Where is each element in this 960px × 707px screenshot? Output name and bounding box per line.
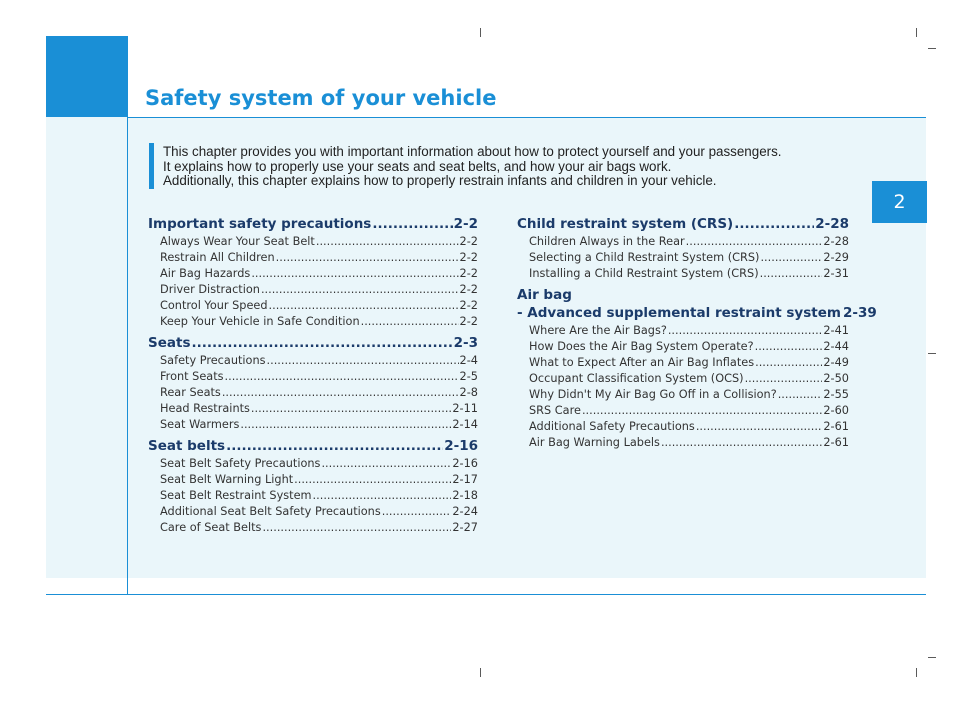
toc-entry-label: Air Bag Hazards: [160, 267, 251, 280]
toc-page-number: 2-44: [823, 340, 849, 353]
toc-entry[interactable]: [160, 417, 478, 433]
toc-entry-label: Installing a Child Restraint System (CRS): [529, 267, 759, 280]
toc-page-number: 2-16: [452, 457, 478, 470]
toc-page-number: 2-61: [823, 436, 849, 449]
toc-page-number: 2-49: [823, 356, 849, 369]
chapter-intro: [163, 145, 863, 189]
toc-entry[interactable]: [160, 353, 478, 369]
crop-mark: [928, 657, 936, 658]
toc-heading-label: Child restraint system (CRS): [517, 216, 734, 232]
leader-dots: [261, 282, 459, 298]
crop-mark: [928, 48, 936, 49]
leader-dots: [321, 456, 451, 472]
margin-rule-vertical: [127, 117, 128, 595]
toc-page-number: 2-2: [459, 251, 478, 264]
toc-entry[interactable]: [160, 401, 478, 417]
toc-entry-label: Where Are the Air Bags?: [529, 324, 667, 337]
toc-page-number: 2-24: [452, 505, 478, 518]
intro-line: It explains how to properly use your seats and seat belts, and how your air bags work.: [163, 158, 672, 174]
leader-dots: [686, 234, 823, 250]
toc-page-number: 2-2: [453, 216, 478, 232]
toc-entry-label: Head Restraints: [160, 402, 250, 415]
toc-entry-label: Occupant Classification System (OCS): [529, 372, 744, 385]
toc-entry[interactable]: [160, 314, 478, 330]
toc-page-number: 2-2: [459, 315, 478, 328]
toc-entry-label: Seat Belt Restraint System: [160, 489, 312, 502]
toc-page-number: 2-11: [452, 402, 478, 415]
leader-dots: [267, 353, 459, 369]
margin-rule-horizontal: [46, 594, 926, 595]
leader-dots: [760, 266, 823, 282]
toc-entry-label: Additional Safety Precautions: [529, 420, 695, 433]
leader-dots: [382, 504, 452, 520]
leader-dots: [276, 250, 459, 266]
toc-heading-label: Important safety precautions: [148, 216, 372, 232]
leader-dots: [316, 234, 459, 250]
leader-dots: [225, 369, 459, 385]
toc-entry-label: Why Didn't My Air Bag Go Off in a Collision?: [529, 388, 777, 401]
toc-page-number: 2-28: [815, 216, 849, 232]
toc-entry-label: Seat Belt Warning Light: [160, 473, 294, 486]
crop-mark: [480, 28, 481, 37]
toc-section-heading[interactable]: [517, 304, 877, 323]
toc-section-heading[interactable]: [517, 215, 849, 234]
toc-page-number: 2-2: [459, 235, 478, 248]
toc-entry[interactable]: [160, 520, 478, 536]
leader-dots: [240, 417, 451, 433]
page-title: Safety system of your vehicle: [145, 86, 497, 110]
leader-dots: [696, 419, 823, 435]
title-rule: [128, 117, 926, 118]
intro-accent-bar: [149, 143, 154, 189]
toc-entry-label: SRS Care: [529, 404, 581, 417]
leader-dots: [668, 323, 823, 339]
toc-entry-label: Control Your Speed: [160, 299, 268, 312]
toc-page-number: 2-60: [823, 404, 849, 417]
toc-entry-label: Front Seats: [160, 370, 224, 383]
toc-page-number: 2-27: [452, 521, 478, 534]
toc-entry[interactable]: [529, 234, 849, 250]
toc-entry-label: Keep Your Vehicle in Safe Condition: [160, 315, 360, 328]
toc-entry[interactable]: [529, 371, 849, 387]
intro-line: This chapter provides you with important information about how to protect yourself and your passengers.: [163, 144, 782, 159]
leader-dots: [372, 215, 452, 234]
toc-entry[interactable]: [160, 456, 478, 472]
toc-page-number: 2-31: [823, 267, 849, 280]
leader-dots: [361, 314, 459, 330]
crop-mark: [480, 668, 481, 677]
toc-entry-label: Care of Seat Belts: [160, 521, 262, 534]
toc-entry-label: Seat Belt Safety Precautions: [160, 457, 321, 470]
chapter-tab: [872, 181, 927, 223]
toc-entry[interactable]: [160, 504, 478, 520]
toc-entry[interactable]: [160, 369, 478, 385]
toc-entry[interactable]: [529, 403, 849, 419]
intro-line: Additionally, this chapter explains how to properly restrain infants and children in your vehicle.: [163, 173, 717, 188]
toc-entry[interactable]: [160, 488, 478, 504]
toc-entry[interactable]: [160, 234, 478, 250]
toc-entry[interactable]: [529, 323, 849, 339]
toc-page-number: 2-2: [459, 267, 478, 280]
crop-mark: [916, 28, 917, 37]
toc-section-heading-line1[interactable]: Air bag: [517, 287, 572, 303]
leader-dots: [755, 355, 822, 371]
toc-section-heading[interactable]: [148, 334, 478, 353]
leader-dots: [778, 387, 823, 403]
toc-heading-label: Seats: [148, 335, 191, 351]
toc-section-heading[interactable]: [148, 215, 478, 234]
crop-mark: [928, 353, 936, 354]
toc-page-number: 2-55: [823, 388, 849, 401]
toc-page-number: 2-2: [459, 299, 478, 312]
toc-entry[interactable]: [529, 266, 849, 282]
toc-entry-label: Additional Seat Belt Safety Precautions: [160, 505, 381, 518]
toc-entry[interactable]: [529, 435, 849, 451]
toc-page-number: 2-5: [459, 370, 478, 383]
toc-page-number: 2-14: [452, 418, 478, 431]
toc-entry[interactable]: [529, 339, 849, 355]
toc-entry-label: Selecting a Child Restraint System (CRS): [529, 251, 760, 264]
toc-page-number: 2-16: [444, 438, 478, 454]
toc-entry-label: Driver Distraction: [160, 283, 260, 296]
toc-heading-label: Seat belts: [148, 438, 226, 454]
toc-page-number: 2-3: [453, 335, 478, 351]
crop-mark: [916, 668, 917, 677]
chapter-number: 2: [893, 191, 906, 213]
leader-dots: [582, 403, 822, 419]
toc-entry-label: Seat Warmers: [160, 418, 240, 431]
toc-page-number: 2-18: [452, 489, 478, 502]
leader-dots: [755, 339, 823, 355]
toc-page-number: 2-50: [823, 372, 849, 385]
leader-dots: [262, 520, 451, 536]
leader-dots: [745, 371, 823, 387]
toc-entry[interactable]: [160, 282, 478, 298]
leader-dots: [734, 215, 814, 234]
leader-dots: [760, 250, 822, 266]
toc-page-number: 2-17: [452, 473, 478, 486]
toc-entry-label: Restrain All Children: [160, 251, 275, 264]
leader-dots: [269, 298, 459, 314]
toc-entry[interactable]: [529, 355, 849, 371]
toc-entry[interactable]: [529, 250, 849, 266]
toc-page-number: 2-61: [823, 420, 849, 433]
toc-entry[interactable]: [160, 298, 478, 314]
toc-page-number: 2-2: [459, 283, 478, 296]
toc-entry[interactable]: [160, 472, 478, 488]
toc-entry-label: Safety Precautions: [160, 354, 266, 367]
toc-entry-label: Rear Seats: [160, 386, 221, 399]
toc-entry[interactable]: [529, 419, 849, 435]
leader-dots: [294, 472, 451, 488]
toc-page-number: 2-41: [823, 324, 849, 337]
header-color-block: [46, 36, 128, 117]
toc-entry-label: Children Always in the Rear: [529, 235, 685, 248]
leader-dots: [313, 488, 452, 504]
leader-dots: [191, 334, 452, 353]
toc-entry[interactable]: [160, 250, 478, 266]
toc-column-right: [517, 211, 877, 451]
toc-entry[interactable]: [160, 266, 478, 282]
toc-column-left: [148, 211, 478, 536]
toc-heading-label: - Advanced supplemental restraint system: [517, 305, 841, 321]
toc-entry[interactable]: [160, 385, 478, 401]
toc-entry-label: Air Bag Warning Labels: [529, 436, 660, 449]
toc-page-number: 2-8: [459, 386, 478, 399]
toc-section-heading[interactable]: [148, 437, 478, 456]
leader-dots: [222, 385, 459, 401]
toc-entry-label: Always Wear Your Seat Belt: [160, 235, 315, 248]
toc-entry-label: How Does the Air Bag System Operate?: [529, 340, 754, 353]
leader-dots: [251, 266, 458, 282]
leader-dots: [661, 435, 822, 451]
leader-dots: [251, 401, 451, 417]
toc-page-number: 2-29: [823, 251, 849, 264]
toc-page-number: 2-28: [823, 235, 849, 248]
toc-entry[interactable]: [529, 387, 849, 403]
leader-dots: [226, 437, 443, 456]
toc-entry-label: What to Expect After an Air Bag Inflates: [529, 356, 755, 369]
toc-page-number: 2-4: [459, 354, 478, 367]
toc-page-number: 2-39: [842, 305, 877, 321]
